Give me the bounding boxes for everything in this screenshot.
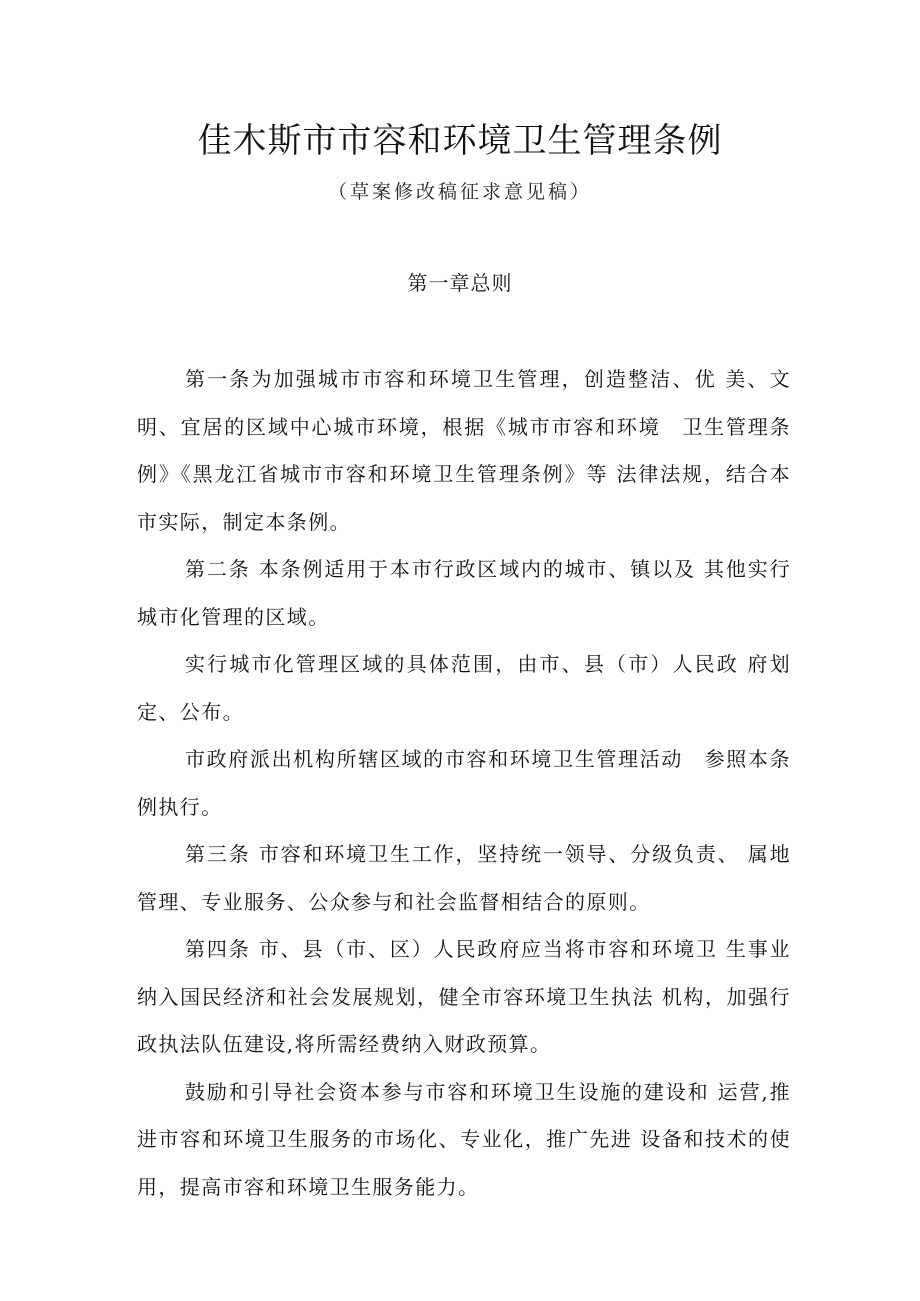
article-4-capital-paragraph: 鼓励和引导社会资本参与市容和环境卫生设施的建设和 运营,推进市容和环境卫生服务的市场化、专业化，推广先进 设备和技术的使用，提高市容和环境卫生服务能力。	[137, 1079, 791, 1199]
article-2-paragraph: 第二条 本条例适用于本市行政区域内的城市、镇以及 其他实行城市化管理的区域。	[137, 557, 791, 629]
document-body	[137, 356, 791, 1211]
document-subtitle: （草案修改稿征求意见稿）	[327, 181, 592, 203]
document-title: 佳木斯市市容和环境卫生管理条例	[197, 121, 723, 161]
chapter-heading: 第一章总则	[407, 271, 513, 295]
article-1-paragraph: 第一条为加强城市市容和环境卫生管理，创造整洁、优 美、文明、宜居的区域中心城市环境，根据《城市市容和环境 卫生管理条例》《黑龙江省城市市容和环境卫生管理条例》等 法律法规，结合本市实际，制定本条例。	[137, 367, 791, 534]
article-2-agency-paragraph: 市政府派出机构所辖区域的市容和环境卫生管理活动 参照本条例执行。	[137, 747, 791, 819]
article-4-paragraph: 第四条 市、县（市、区）人民政府应当将市容和环境卫 生事业纳入国民经济和社会发展规划，健全市容环境卫生执法 机构，加强行政执法队伍建设,将所需经费纳入财政预算。	[137, 937, 791, 1056]
article-2-scope-paragraph: 实行城市化管理区域的具体范围，由市、县（市）人民政 府划定、公布。	[137, 652, 791, 724]
article-3-paragraph: 第三条 市容和环境卫生工作，坚持统一领导、分级负责、 属地管理、专业服务、公众参与和社会监督相结合的原则。	[137, 842, 791, 914]
